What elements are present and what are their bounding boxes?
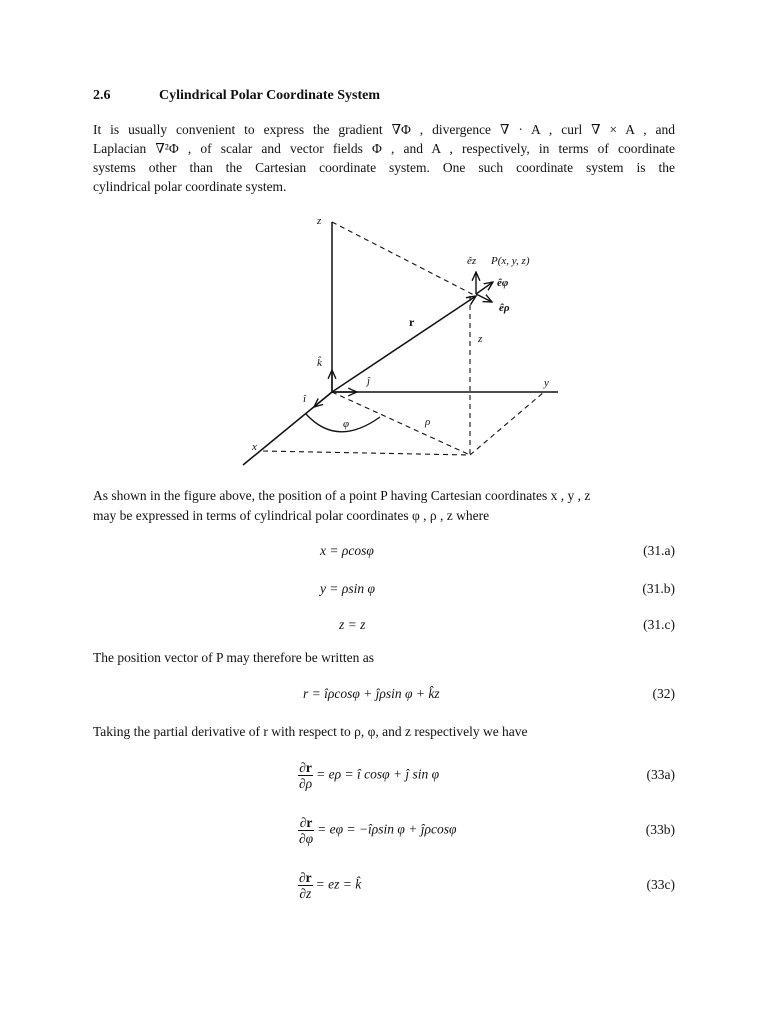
- fraction-33b-denominator: ∂φ: [299, 831, 314, 846]
- intro-line-2: Laplacian ∇²Φ , of scalar and vector fields Φ , and A , respectively, in terms of coordinate: [93, 141, 675, 156]
- erho-vector: [476, 294, 492, 302]
- point-label: P(x, y, z): [491, 255, 530, 267]
- fraction-33a-denominator: ∂ρ: [299, 776, 313, 791]
- equation-31c: z = z: [339, 617, 366, 632]
- i-hat-vector: [314, 392, 332, 407]
- dashed-top-line: [332, 222, 476, 296]
- z-axis-label: z: [317, 215, 322, 227]
- k-hat-label: k̂: [317, 357, 322, 369]
- j-hat-label: ĵ: [367, 375, 371, 387]
- equation-33c: [298, 870, 361, 901]
- dashed-x-projection: [263, 451, 470, 455]
- shown-line-1: As shown in the figure above, the position of a point P having Cartesian coordinates x , y , z: [93, 488, 591, 503]
- dashed-y-projection: [470, 392, 544, 455]
- ephi-label: êφ: [497, 277, 509, 289]
- fraction-33c-denominator: ∂z: [299, 886, 312, 901]
- equation-31a: x = ρcosφ: [320, 543, 374, 558]
- fraction-33a: [298, 760, 313, 791]
- phi-label: φ: [343, 418, 350, 430]
- equation-31b-number: (31.b): [642, 581, 675, 596]
- equation-32-number: (32): [652, 686, 675, 701]
- shown-line-2: may be expressed in terms of cylindrical polar coordinates φ , ρ , z where: [93, 508, 490, 523]
- y-axis-label: y: [544, 377, 549, 389]
- cylindrical-coordinates-figure: [0, 0, 768, 480]
- section-number: 2.6: [93, 88, 111, 103]
- position-vector-text: The position vector of P may therefore be written as: [93, 650, 375, 665]
- fraction-33c-numerator: ∂r: [299, 870, 312, 885]
- dashed-rho-line: [332, 392, 470, 455]
- equation-33b-number: (33b): [645, 822, 675, 837]
- partial-derivative-text: Taking the partial derivative of r with respect to ρ, φ, and z respectively we have: [93, 724, 528, 739]
- position-vector-r: [332, 296, 476, 392]
- i-hat-label: î: [303, 393, 307, 405]
- section-title: Cylindrical Polar Coordinate System: [159, 88, 381, 103]
- z-height-label: z: [478, 333, 483, 345]
- equation-31c-number: (31.c): [643, 617, 675, 632]
- r-vector-label: r: [409, 315, 415, 329]
- equation-31a-number: (31.a): [643, 543, 675, 558]
- fraction-33a-numerator: ∂r: [299, 760, 312, 775]
- fraction-33c: [298, 870, 313, 901]
- fraction-33b-numerator: ∂r: [299, 815, 313, 830]
- rho-label: ρ: [425, 416, 431, 428]
- equation-33a-number: (33a): [646, 767, 675, 782]
- fraction-33b: [298, 815, 314, 846]
- equation-33c-number: (33c): [646, 877, 675, 892]
- x-axis-label: x: [252, 441, 257, 453]
- erho-label: êρ: [499, 302, 510, 314]
- equation-31b: y = ρsin φ: [320, 581, 375, 596]
- intro-line-4: cylindrical polar coordinate system.: [93, 179, 287, 194]
- equation-33b: [298, 815, 456, 846]
- equation-32: r = îρcosφ + ĵρsin φ + k̂z: [303, 686, 440, 701]
- ephi-vector: [476, 282, 493, 294]
- equation-33a-rhs: = eρ = î cosφ + ĵ sin φ: [316, 766, 440, 782]
- intro-line-1: It is usually convenient to express the gradient ∇Φ , divergence ∇ · A , curl ∇ × A , and: [93, 122, 675, 137]
- ez-label: êz: [467, 255, 477, 267]
- equation-33a: [298, 760, 439, 791]
- intro-line-3: systems other than the Cartesian coordinate system. One such coordinate system is the: [93, 160, 675, 175]
- equation-33b-rhs: = eφ = −îρsin φ + ĵρcosφ: [317, 821, 457, 837]
- equation-33c-rhs: = ez = k̂: [315, 876, 362, 892]
